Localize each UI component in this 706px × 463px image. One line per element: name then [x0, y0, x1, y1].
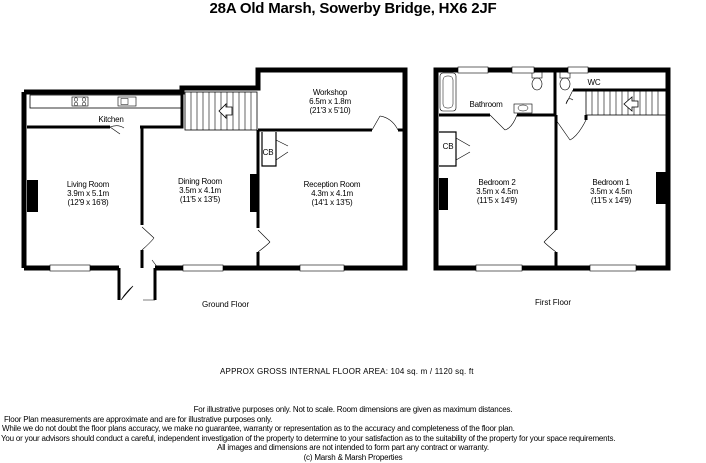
living-room-name: Living Room	[66, 180, 110, 189]
bedroom-1-imperial: (11'5 x 14'9)	[590, 196, 632, 205]
reception-room-metric: 4.3m x 4.1m	[311, 189, 353, 198]
first-floor-stair-arrow	[624, 97, 638, 111]
gross-internal-area: APPROX GROSS INTERNAL FLOOR AREA: 104 sq. m / 1120 sq. ft	[220, 367, 474, 376]
workshop-name: Workshop	[312, 88, 348, 97]
first-floor-stair-treads	[592, 90, 658, 115]
bedroom-2-door	[544, 230, 556, 252]
workshop-door	[372, 116, 398, 130]
disclaimer-line: You or your advisors should conduct a careful, independent investigation of the property to determine to your satisfaction as to the suitability of the property for your space requirements.	[1, 433, 616, 443]
bath-icon	[440, 73, 456, 111]
front-door	[121, 260, 158, 300]
workshop-metric: 6.5m x 1.8m	[309, 97, 351, 106]
bedroom-2-imperial: (11'5 x 14'9)	[476, 196, 518, 205]
reception-room-label	[304, 180, 361, 207]
wc-label: WC	[587, 78, 601, 87]
kitchen-door	[110, 126, 124, 134]
ground-floor-caption: Ground Floor	[202, 300, 250, 309]
dining-room-metric: 3.5m x 4.1m	[179, 186, 221, 195]
workshop-imperial: (21'3 x 5'10)	[309, 106, 351, 115]
dining-room-chimney-breast	[250, 174, 259, 212]
ground-floor-cupboard-label: CB	[262, 148, 274, 157]
landing-wall	[556, 115, 586, 268]
basin-icon	[514, 104, 532, 113]
disclaimer-line: While we do not doubt the floor plans accuracy, we make no guarantee, warranty or representation as to the accuracy and completeness of the floor plan.	[2, 424, 515, 434]
living-dining-door	[142, 227, 154, 250]
dining-room-label	[178, 177, 222, 204]
living-room-label	[67, 180, 109, 207]
reception-room-name: Reception Room	[303, 180, 361, 189]
workshop-label	[309, 88, 351, 115]
kitchen-label: Kitchen	[98, 115, 124, 124]
wc-door	[566, 90, 573, 104]
first-floor-caption: First Floor	[535, 298, 571, 307]
living-room-metric: 3.9m x 5.1m	[67, 189, 109, 198]
dining-reception-door	[258, 230, 270, 252]
bedroom-2-label	[476, 178, 518, 205]
bedroom-1-label	[590, 178, 632, 205]
first-floor-windows	[458, 67, 636, 271]
dining-room-name: Dining Room	[177, 177, 223, 186]
page-title: 28A Old Marsh, Sowerby Bridge, HX6 2JF	[209, 0, 497, 17]
bedroom-1-metric: 3.5m x 4.5m	[590, 187, 632, 196]
kitchen-counter	[30, 95, 182, 108]
bedroom-2-metric: 3.5m x 4.5m	[476, 187, 518, 196]
bedroom-1-chimney-breast	[656, 172, 666, 204]
living-room-chimney-breast	[27, 180, 38, 212]
disclaimer-line: Floor Plan measurements are approximate and are for illustrative purposes only.	[4, 414, 273, 424]
bedroom-1-name: Bedroom 1	[592, 178, 630, 187]
disclaimer-line: (c) Marsh & Marsh Properties	[303, 452, 403, 462]
bedroom-2-chimney-breast	[439, 178, 448, 210]
reception-room-imperial: (14'1 x 13'5)	[311, 198, 353, 207]
dining-room-imperial: (11'5 x 13'5)	[179, 195, 221, 204]
disclaimer-line: All images and dimensions are not intended to form part any contract or warranty.	[217, 443, 489, 453]
landing-door	[556, 120, 586, 140]
bedroom-2-name: Bedroom 2	[478, 178, 516, 187]
disclaimer-line: For illustrative purposes only. Not to scale. Room dimensions are given as maximum distances.	[193, 405, 513, 414]
disclaimer	[0, 405, 706, 463]
first-floor-cupboard-label: CB	[442, 142, 454, 151]
living-room-imperial: (12'9 x 16'8)	[67, 198, 109, 207]
first-floor-plan	[436, 67, 668, 271]
bathroom-door	[490, 115, 517, 130]
bathroom-label: Bathroom	[469, 100, 503, 109]
